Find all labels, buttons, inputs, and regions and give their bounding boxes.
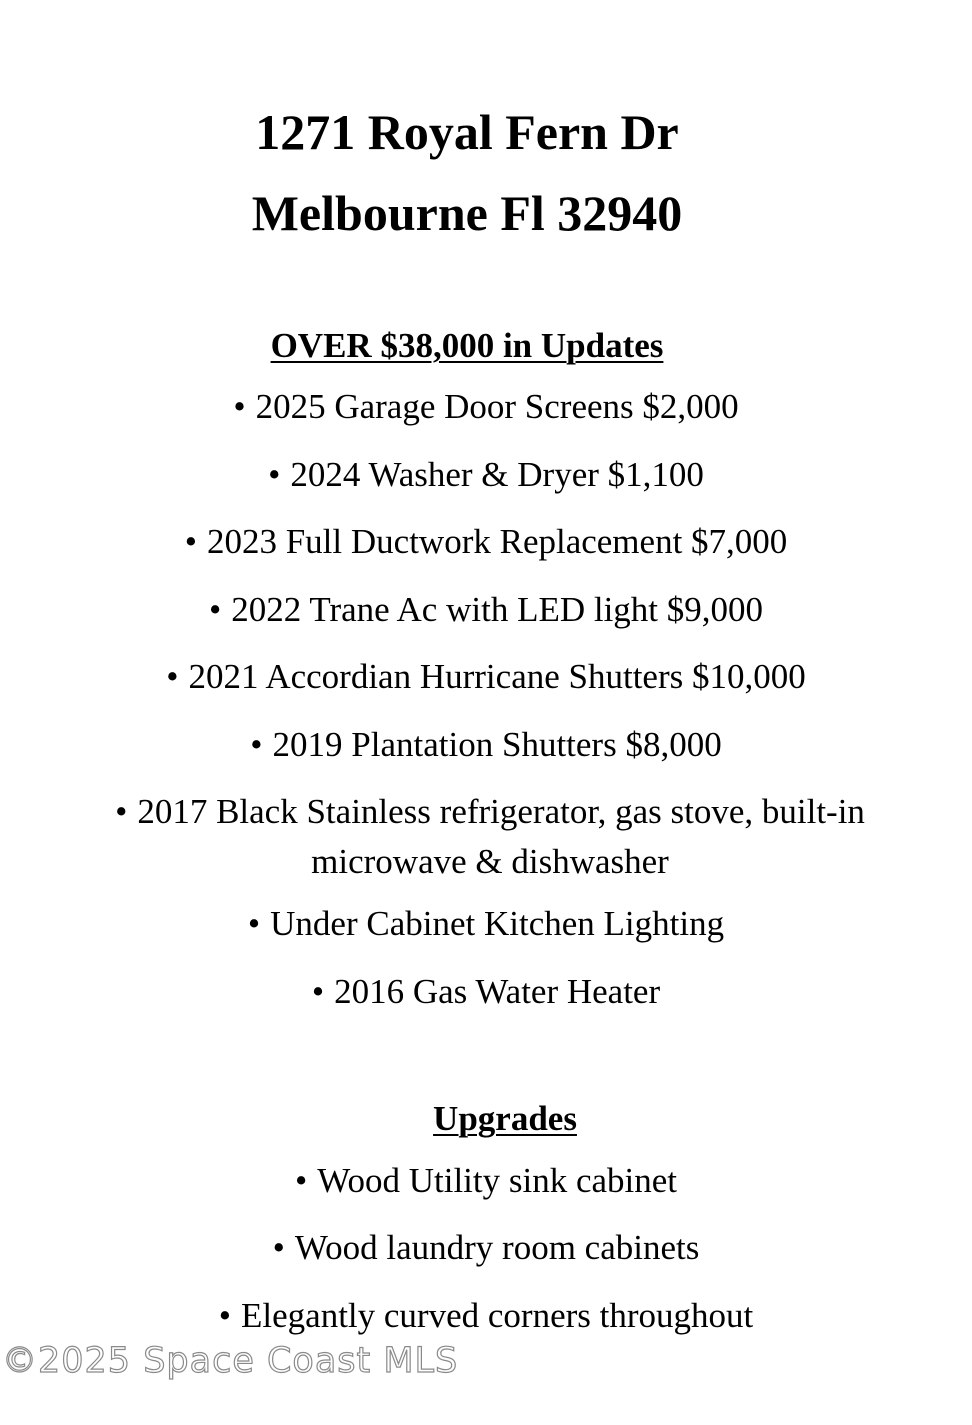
bullet-icon: •	[250, 725, 263, 764]
list-item-text: 2017 Black Stainless refrigerator, gas stove, built-in microwave & dishwasher	[137, 792, 865, 881]
updates-heading: OVER $38,000 in Updates	[270, 326, 664, 365]
list-item-text: 2025 Garage Door Screens $2,000	[255, 387, 739, 426]
list-item	[0, 517, 972, 567]
list-item-text: 2022 Trane Ac with LED light $9,000	[231, 590, 764, 629]
bullet-icon: •	[184, 522, 197, 561]
list-item-text: Elegantly curved corners throughout	[241, 1296, 754, 1335]
upgrades-heading: Upgrades	[433, 1099, 577, 1138]
list-item-text: Wood laundry room cabinets	[294, 1228, 700, 1267]
list-item	[0, 382, 972, 432]
list-item-text: 2021 Accordian Hurricane Shutters $10,000	[188, 657, 806, 696]
bullet-icon: •	[208, 590, 222, 629]
bullet-icon: •	[294, 1161, 308, 1200]
address-line-1: 1271 Royal Fern Dr	[255, 104, 679, 160]
list-item	[70, 787, 910, 887]
list-item	[0, 652, 972, 702]
bullet-icon: •	[247, 904, 261, 943]
list-item-text: Under Cabinet Kitchen Lighting	[270, 904, 725, 943]
list-item-text: 2019 Plantation Shutters $8,000	[272, 725, 722, 764]
list-item	[0, 720, 972, 770]
bullet-icon: •	[218, 1296, 232, 1335]
list-item	[0, 1156, 972, 1206]
list-item-text: 2024 Washer & Dryer $1,100	[290, 455, 704, 494]
copyright-watermark: ©2025 Space Coast MLS	[2, 1341, 459, 1381]
list-item	[0, 1223, 972, 1273]
list-item	[0, 899, 972, 949]
list-item-text: 2016 Gas Water Heater	[334, 972, 661, 1011]
bullet-icon: •	[272, 1228, 285, 1267]
list-item	[0, 585, 972, 635]
bullet-icon: •	[115, 792, 128, 831]
bullet-icon: •	[268, 455, 281, 494]
bullet-icon: •	[166, 657, 179, 696]
list-item	[0, 1291, 972, 1341]
bullet-icon: •	[311, 972, 325, 1011]
list-item-text: 2023 Full Ductwork Replacement $7,000	[206, 522, 788, 561]
address-line-2: Melbourne Fl 32940	[251, 185, 683, 241]
bullet-icon: •	[233, 387, 246, 426]
list-item-text: Wood Utility sink cabinet	[317, 1161, 678, 1200]
list-item	[0, 450, 972, 500]
list-item	[0, 967, 972, 1017]
